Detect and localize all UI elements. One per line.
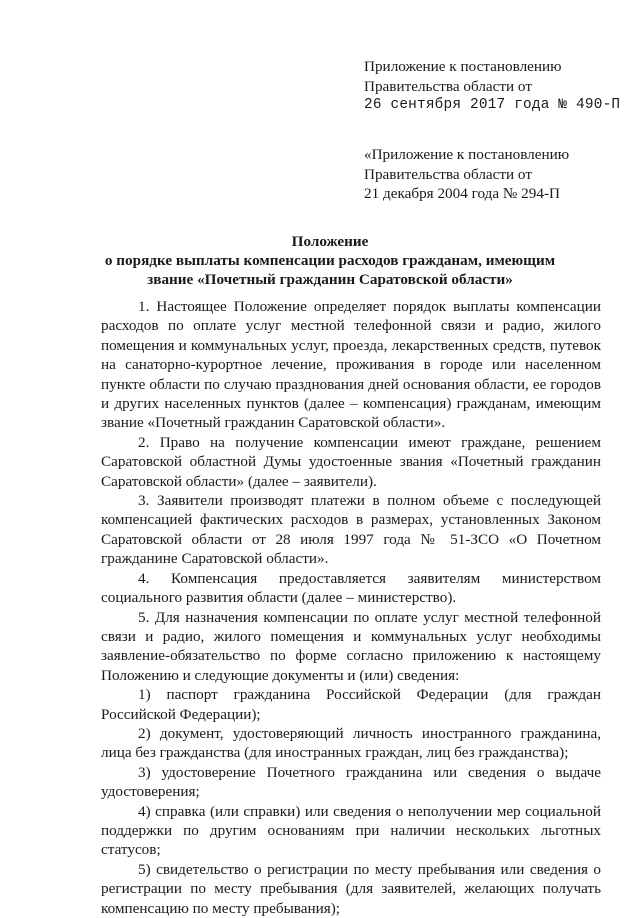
original-attachment bbox=[364, 145, 569, 204]
paragraph-3: 3. Заявители производят платежи в полном объеме с последующей компенсацией фактических расходов в размерах, установленных Законом Саратовской области от 28 июля 1997 года № 51-ЗСО «О Почетном гражданине Саратовской области». bbox=[101, 492, 601, 568]
original-attachment-line-1: «Приложение к постановлению bbox=[364, 146, 570, 163]
list-item-2: 2) документ, удостоверяющий личность иностранного гражданина, лица без гражданства (для иностранных граждан, лиц без гражданства); bbox=[101, 724, 601, 762]
list-item-1: 1) паспорт гражданина Российской Федерации (для граждан Российской Федерации); bbox=[101, 686, 601, 723]
title-line-2: о порядке выплаты компенсации расходов гражданам, имеющим bbox=[104, 252, 556, 269]
list-item-4: 4) справка (или справки) или сведения о неполучении мер социальной поддержки по другим основаниям при наличии нескольких льготных статусов; bbox=[101, 802, 601, 859]
original-attachment-line-3: 21 декабря 2004 года № 294-П bbox=[364, 185, 560, 202]
document-body bbox=[101, 297, 601, 918]
title-line-3: звание «Почетный гражданин Саратовской области» bbox=[147, 271, 513, 288]
header-attachment-line-3: 26 сентября 2017 года № 490-П bbox=[364, 97, 621, 113]
list-item-3: 3) удостоверение Почетного гражданина или сведения о выдаче удостоверения; bbox=[101, 763, 601, 801]
header-attachment-line-1: Приложение к постановлению bbox=[364, 58, 562, 75]
paragraph-5: 5. Для назначения компенсации по оплате услуг местной телефонной связи и радио, жилого помещения и коммунальных услуг необходимы заявление-обязательство по форме согласно приложению к настоящему Положению и следующие документы и (или) сведения: bbox=[101, 608, 601, 684]
paragraph-4: 4. Компенсация предоставляется заявителям министерством социального развития области (далее – министерство). bbox=[101, 569, 601, 607]
title-line-1: Положение bbox=[291, 233, 369, 250]
header-attachment bbox=[364, 57, 620, 116]
list-item-5: 5) свидетельство о регистрации по месту пребывания или сведения о регистрации по месту пребывания (для заявителей, желающих получать компенсацию по месту пребывания); bbox=[101, 860, 601, 917]
paragraph-2: 2. Право на получение компенсации имеют граждане, решением Саратовской областной Думы удостоенные звания «Почетный гражданин Саратовской области» (далее – заявители). bbox=[101, 433, 601, 490]
paragraph-1: 1. Настоящее Положение определяет порядок выплаты компенсации расходов по оплате услуг местной телефонной связи и радио, жилого помещения и коммунальных услуг, проезда, лекарственных средств, путевок на санаторно-курортное лечение, проживания в городе или населенном пункте области по случаю празднования дней основания области, ее городов и других населенных пунктов (далее – компенсация) гражданам, имеющим звание «Почетный гражданин Саратовской области». bbox=[101, 298, 601, 432]
header-attachment-line-2: Правительства области от bbox=[364, 77, 532, 95]
original-attachment-line-2: Правительства области от bbox=[364, 165, 532, 183]
document-title bbox=[100, 232, 560, 289]
